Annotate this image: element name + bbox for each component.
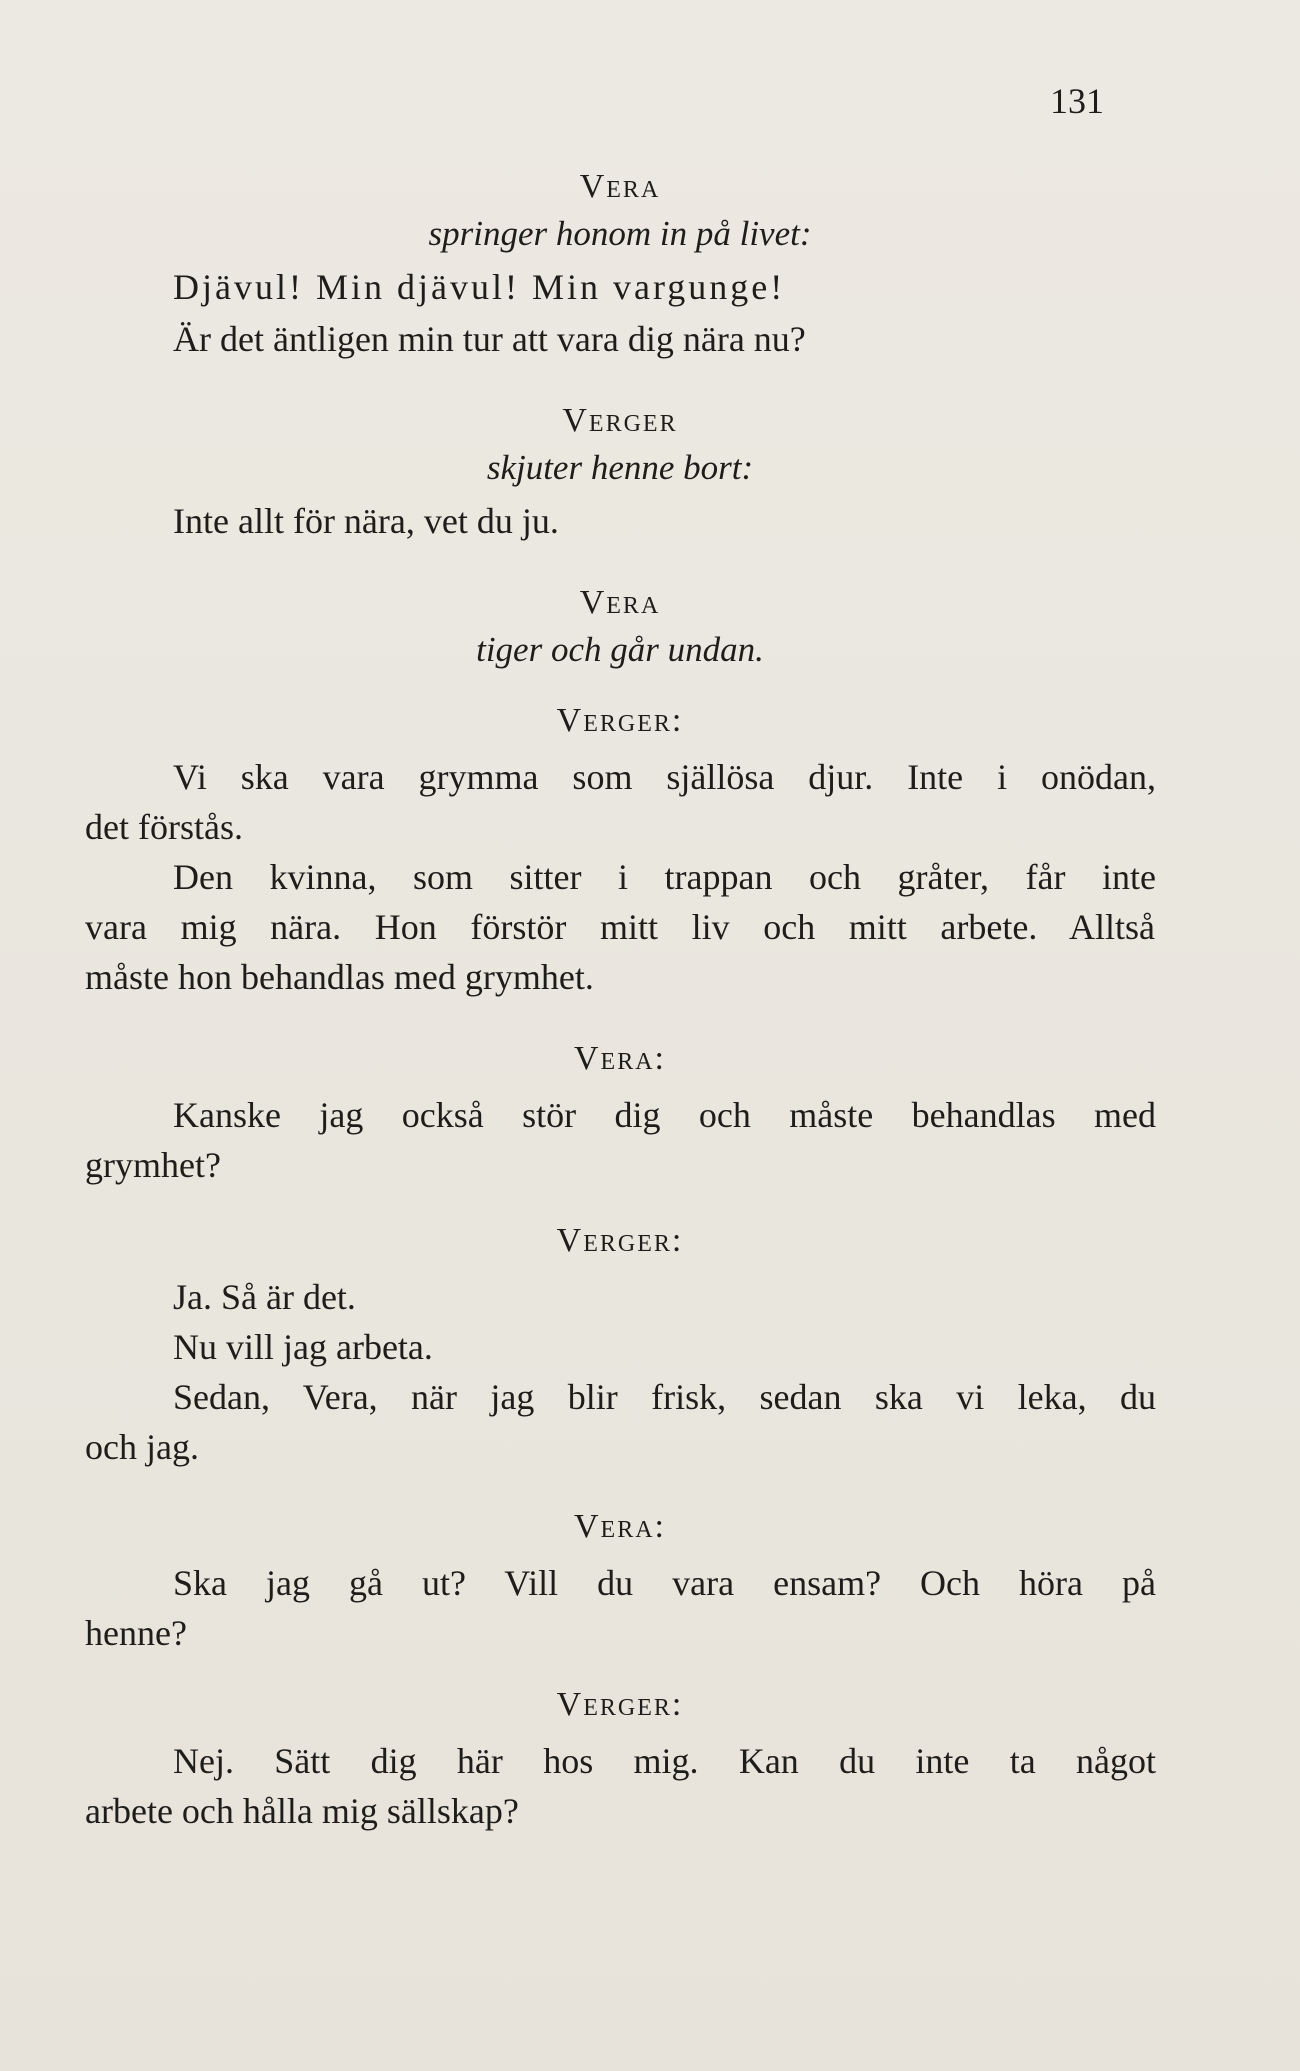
dialogue-line: vara mig nära. Hon förstör mitt liv och mitt arbete. Alltså	[85, 907, 1155, 947]
dialogue-line: Nej. Sätt dig här hos mig. Kan du inte ta något	[173, 1741, 1156, 1781]
dialogue-line: Inte allt för nära, vet du ju.	[173, 501, 559, 541]
dialogue-line: Nu vill jag arbeta.	[173, 1327, 433, 1367]
dialogue-line: henne?	[85, 1613, 187, 1653]
dialogue-line: Kanske jag också stör dig och måste behandlas med	[173, 1095, 1156, 1135]
stage-direction: tiger och går undan.	[476, 630, 764, 669]
dialogue-line: Djävul! Min djävul! Min vargunge!	[173, 267, 786, 307]
dialogue-line: Sedan, Vera, när jag blir frisk, sedan ska vi leka, du	[173, 1377, 1156, 1417]
speaker-name: Verger	[562, 402, 678, 439]
dialogue-line: arbete och hålla mig sällskap?	[85, 1791, 519, 1831]
stage-direction: skjuter henne bort:	[486, 448, 754, 487]
dialogue-line: Ska jag gå ut? Vill du vara ensam? Och höra på	[173, 1563, 1156, 1603]
speaker-name: Vera	[579, 584, 661, 621]
speaker-name: Verger:	[556, 1222, 684, 1259]
dialogue-line: Den kvinna, som sitter i trappan och gråter, får inte	[173, 857, 1156, 897]
dialogue-line: och jag.	[85, 1427, 199, 1467]
dialogue-line: grymhet?	[85, 1145, 221, 1185]
dialogue-line: Ja. Så är det.	[173, 1277, 356, 1317]
speaker-name: Vera	[579, 168, 661, 205]
speaker-name: Vera:	[574, 1040, 666, 1077]
page-number: 131	[1050, 81, 1104, 121]
dialogue-line: Är det äntligen min tur att vara dig nära nu?	[173, 319, 806, 359]
dialogue-line: Vi ska vara grymma som själlösa djur. Inte i onödan,	[173, 757, 1156, 797]
speaker-name: Verger:	[556, 1686, 684, 1723]
dialogue-line: det förstås.	[85, 807, 243, 847]
dialogue-line: måste hon behandlas med grymhet.	[85, 957, 594, 997]
speaker-name: Vera:	[574, 1508, 666, 1545]
stage-direction: springer honom in på livet:	[428, 214, 812, 253]
speaker-name: Verger:	[556, 702, 684, 739]
